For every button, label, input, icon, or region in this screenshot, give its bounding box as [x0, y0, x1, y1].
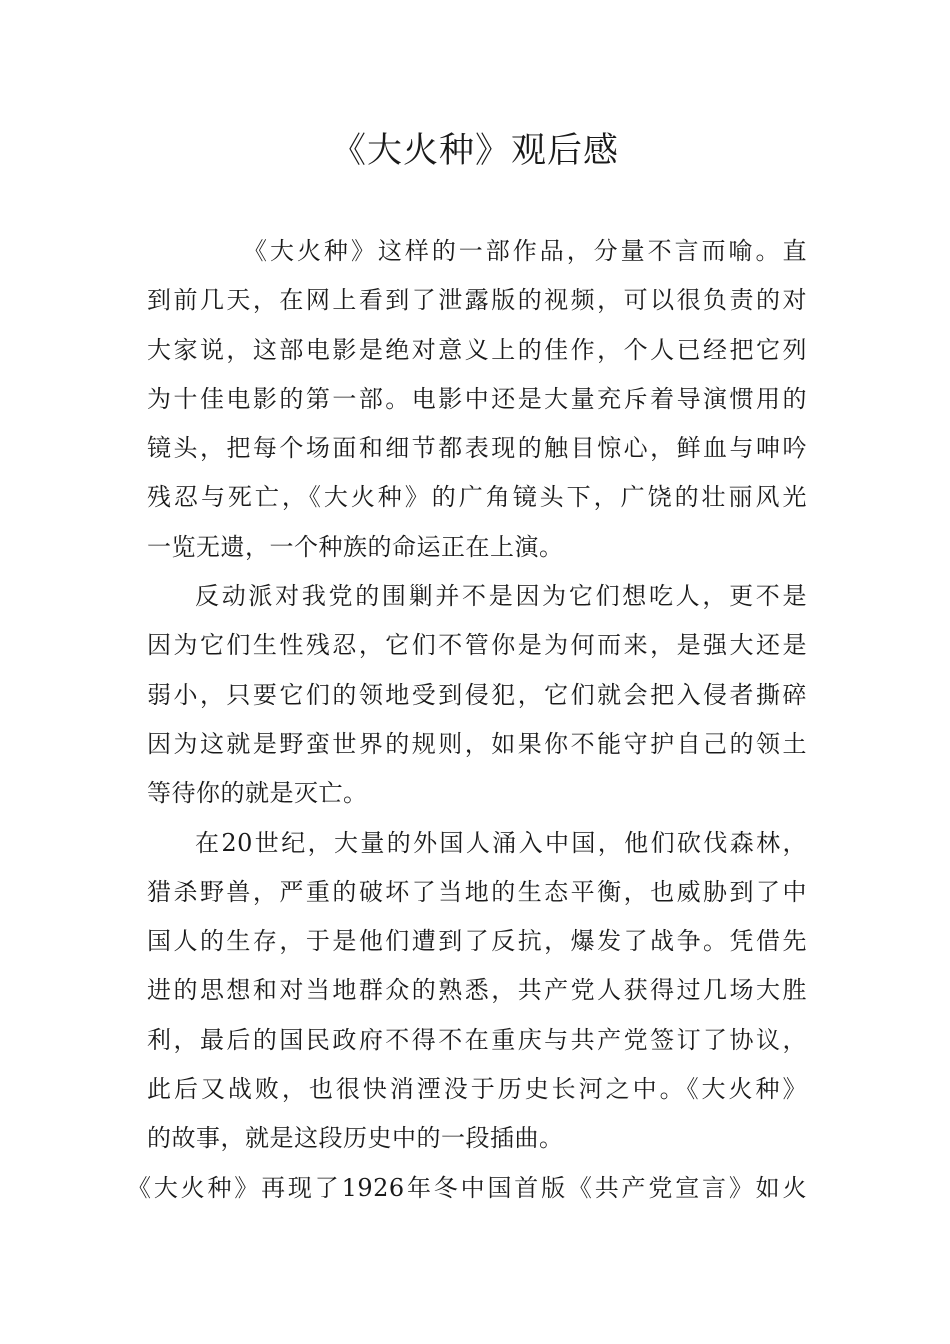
text-line: 的故事，就是这段历史中的一段插曲。: [147, 1124, 564, 1153]
text-line: 镜头，把每个场面和细节都表现的触目惊心，鲜血与呻吟: [147, 434, 807, 463]
document-body: [127, 227, 807, 1213]
text-line: 一览无遗，一个种族的命运正在上演。: [147, 532, 564, 561]
text-line: 大家说，这部电影是绝对意义上的佳作，个人已经把它列: [147, 335, 807, 364]
text-line: 因为它们生性残忍，它们不管你是为何而来，是强大还是: [147, 631, 807, 660]
text-line: 利，最后的国民政府不得不在重庆与共产党签订了协议，: [147, 1025, 807, 1054]
text-line: 等待你的就是灭亡。: [147, 779, 368, 808]
text-line: 因为这就是野蛮世界的规则，如果你不能守护自己的领土: [147, 729, 807, 758]
text-line: 反动派对我党的围剿并不是因为它们想吃人，更不是: [195, 582, 807, 611]
text-line: 猎杀野兽，严重的破坏了当地的生态平衡，也威胁到了中: [147, 877, 807, 906]
text-line: 国人的生存，于是他们遭到了反抗，爆发了战争。凭借先: [147, 927, 807, 956]
text-line: 《大火种》再现了1926年冬中国首版《共产党宣言》如火: [127, 1173, 807, 1202]
text-line: 在20世纪，大量的外国人涌入中国，他们砍伐森林，: [195, 828, 807, 857]
text-line: 此后又战败，也很快消湮没于历史长河之中。《大火种》: [147, 1075, 807, 1104]
text-line: 残忍与死亡，《大火种》的广角镜头下，广饶的壮丽风光: [147, 483, 807, 512]
document-title: 《大火种》观后感: [330, 131, 619, 171]
text-line: 进的思想和对当地群众的熟悉，共产党人获得过几场大胜: [147, 976, 807, 1005]
text-line: 弱小，只要它们的领地受到侵犯，它们就会把入侵者撕碎: [147, 680, 807, 709]
text-line: 为十佳电影的第一部。电影中还是大量充斥着导演惯用的: [147, 384, 807, 413]
text-line: 《大火种》这样的一部作品，分量不言而喻。直: [243, 237, 807, 265]
text-line: 到前几天，在网上看到了泄露版的视频，可以很负责的对: [147, 286, 807, 315]
